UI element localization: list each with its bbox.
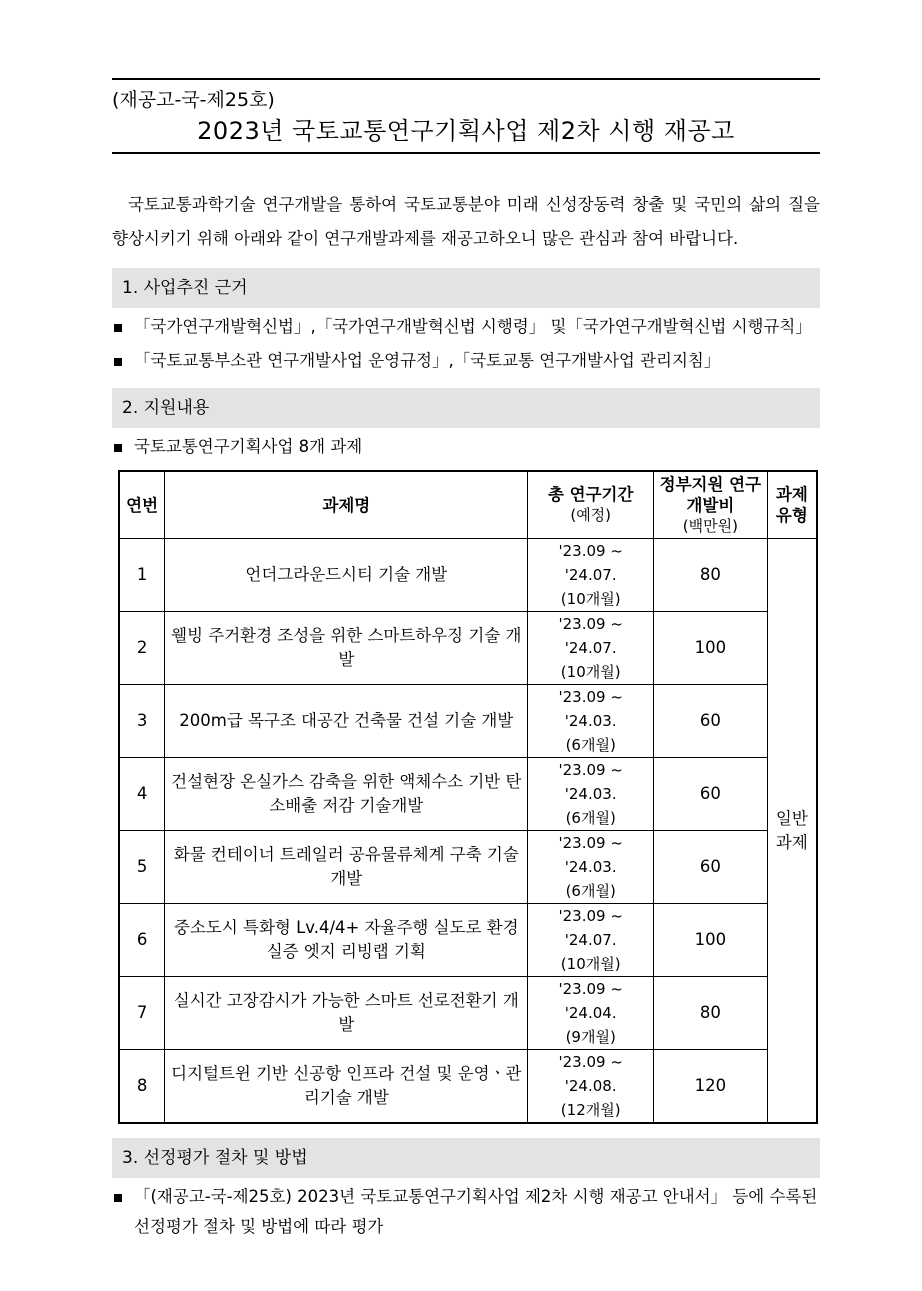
- table-row: [119, 685, 817, 758]
- col-header-no: 연번: [119, 471, 165, 539]
- bullet-text: 국토교통연구기획사업 8개 과제: [134, 437, 363, 456]
- cell-budget: 80: [654, 539, 768, 612]
- cell-no: 1: [119, 539, 165, 612]
- cell-period: [528, 758, 654, 831]
- cell-period: [528, 831, 654, 904]
- cell-name: 웰빙 주거환경 조성을 위한 스마트하우징 기술 개발: [165, 612, 528, 685]
- section-heading-evaluation: 3. 선정평가 절차 및 방법: [112, 1138, 820, 1178]
- cell-period-months: (12개월): [560, 1101, 621, 1119]
- cell-budget: 60: [654, 758, 768, 831]
- cell-period-range: '23.09 ~ '24.07.: [558, 615, 623, 657]
- document-page: [112, 78, 820, 1242]
- square-bullet-icon: [114, 358, 122, 366]
- table-row: [119, 831, 817, 904]
- cell-name: 중소도시 특화형 Lv.4/4+ 자율주행 실도로 환경 실증 엣지 리빙랩 기획: [165, 904, 528, 977]
- cell-name: 실시간 고장감시가 가능한 스마트 선로전환기 개발: [165, 977, 528, 1050]
- cell-period-months: (10개월): [560, 663, 621, 681]
- cell-period: [528, 977, 654, 1050]
- bullet-item: [112, 1182, 820, 1242]
- cell-name: 200m급 목구조 대공간 건축물 건설 기술 개발: [165, 685, 528, 758]
- task-table: [118, 470, 818, 1124]
- table-row: [119, 539, 817, 612]
- cell-no: 7: [119, 977, 165, 1050]
- section-heading-support: 2. 지원내용: [112, 388, 820, 428]
- cell-no: 8: [119, 1050, 165, 1124]
- cell-period-months: (10개월): [560, 590, 621, 608]
- bullet-item: [112, 432, 820, 462]
- square-bullet-icon: [114, 324, 122, 332]
- bullet-text: 「국토교통부소관 연구개발사업 운영규정」,「국토교통 연구개발사업 관리지침」: [134, 351, 721, 370]
- cell-period-months: (10개월): [560, 955, 621, 973]
- col-header-budget-sub: (백만원): [682, 516, 738, 535]
- cell-no: 5: [119, 831, 165, 904]
- cell-budget: 100: [654, 612, 768, 685]
- page-title: 2023년 국토교통연구기획사업 제2차 시행 재공고: [197, 117, 735, 145]
- cell-budget: 100: [654, 904, 768, 977]
- col-header-budget-label: 정부지원 연구개발비: [659, 474, 762, 515]
- cell-budget: 60: [654, 831, 768, 904]
- cell-period-range: '23.09 ~ '24.03.: [558, 761, 623, 803]
- col-header-type: 과제 유형: [767, 471, 817, 539]
- bullet-text: 「국가연구개발혁신법」,「국가연구개발혁신법 시행령」 및「국가연구개발혁신법 시행규칙」: [134, 317, 812, 336]
- col-header-name: 과제명: [165, 471, 528, 539]
- cell-name: 디지털트윈 기반 신공항 인프라 건설 및 운영ㆍ관리기술 개발: [165, 1050, 528, 1124]
- bullet-item: [112, 312, 820, 342]
- cell-period: [528, 685, 654, 758]
- table-row: [119, 977, 817, 1050]
- col-header-budget: [654, 471, 768, 539]
- cell-period-range: '23.09 ~ '24.08.: [558, 1053, 623, 1095]
- table-row: [119, 758, 817, 831]
- cell-name: 화물 컨테이너 트레일러 공유물류체계 구축 기술 개발: [165, 831, 528, 904]
- intro-paragraph: 국토교통과학기술 연구개발을 통하여 국토교통분야 미래 신성장동력 창출 및 국민의 삶의 질을 향상시키기 위해 아래와 같이 연구개발과제를 재공고하오니 많은 관심과 참여 바랍니다.: [112, 195, 820, 248]
- cell-name: 건설현장 온실가스 감축을 위한 액체수소 기반 탄소배출 저감 기술개발: [165, 758, 528, 831]
- cell-period-months: (6개월): [565, 882, 616, 900]
- cell-budget: 80: [654, 977, 768, 1050]
- cell-period-months: (9개월): [565, 1028, 616, 1046]
- table-row: [119, 612, 817, 685]
- cell-period-months: (6개월): [565, 736, 616, 754]
- table-row: [119, 1050, 817, 1124]
- cell-period: [528, 1050, 654, 1124]
- table-header-row: [119, 471, 817, 539]
- cell-type: 일반 과제: [767, 539, 817, 1124]
- notice-number: (재공고-국-제25호): [112, 89, 275, 111]
- cell-name: 언더그라운드시티 기술 개발: [165, 539, 528, 612]
- cell-period-range: '23.09 ~ '24.04.: [558, 980, 623, 1022]
- col-header-period-label: 총 연구기간: [547, 485, 634, 504]
- bullet-item: [112, 346, 820, 376]
- section-heading-basis: 1. 사업추진 근거: [112, 268, 820, 308]
- cell-period-range: '23.09 ~ '24.03.: [558, 688, 623, 730]
- cell-budget: 120: [654, 1050, 768, 1124]
- cell-no: 4: [119, 758, 165, 831]
- cell-period: [528, 539, 654, 612]
- bullet-text: 「(재공고-국-제25호) 2023년 국토교통연구기획사업 제2차 시행 재공고 안내서」 등에 수록된 선정평가 절차 및 방법에 따라 평가: [134, 1187, 818, 1236]
- square-bullet-icon: [114, 444, 122, 452]
- cell-period: [528, 904, 654, 977]
- square-bullet-icon: [114, 1194, 122, 1202]
- cell-period: [528, 612, 654, 685]
- title-block: [112, 78, 820, 154]
- cell-period-range: '23.09 ~ '24.03.: [558, 834, 623, 876]
- cell-budget: 60: [654, 685, 768, 758]
- cell-no: 2: [119, 612, 165, 685]
- cell-period-range: '23.09 ~ '24.07.: [558, 907, 623, 949]
- cell-period-range: '23.09 ~ '24.07.: [558, 542, 623, 584]
- cell-period-months: (6개월): [565, 809, 616, 827]
- cell-no: 3: [119, 685, 165, 758]
- cell-no: 6: [119, 904, 165, 977]
- table-row: [119, 904, 817, 977]
- col-header-period: [528, 471, 654, 539]
- col-header-period-sub: (예정): [570, 506, 612, 524]
